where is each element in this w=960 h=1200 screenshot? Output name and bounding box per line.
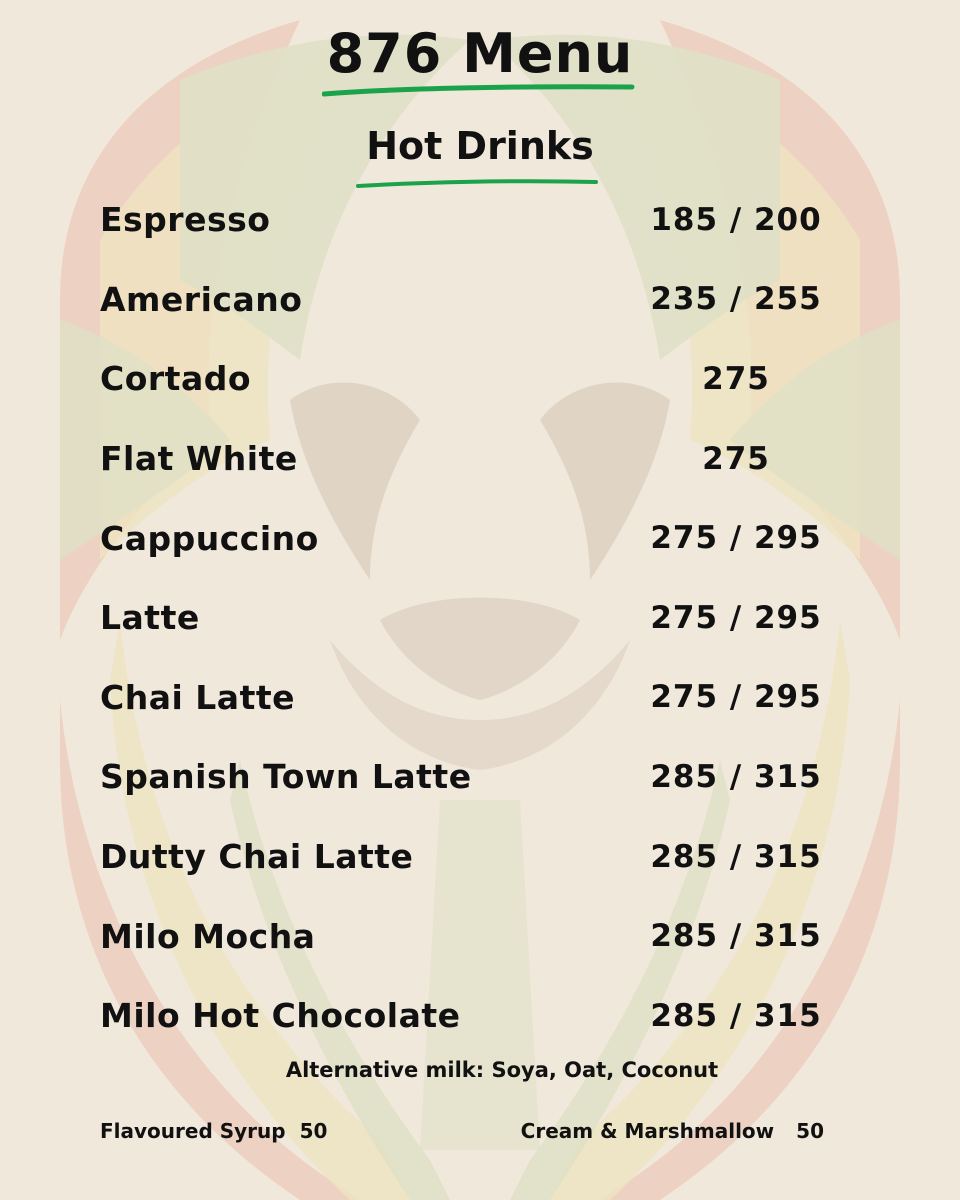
menu-item	[100, 976, 824, 1056]
extras-footer	[100, 1119, 824, 1149]
menu-item-price: 275 / 295	[650, 520, 822, 557]
alternative-milk-note: Alternative milk: Soya, Oat, Coconut	[285, 1058, 719, 1082]
menu-item-name: Espresso	[100, 200, 271, 240]
menu-item	[100, 578, 824, 658]
menu-item-name: Chai Latte	[100, 677, 296, 717]
section-title: Hot Drinks	[366, 124, 594, 168]
extra-price: 50	[299, 1119, 328, 1143]
menu-items-list	[100, 180, 824, 1056]
menu-item-price: 285 / 315	[650, 758, 822, 795]
menu-item	[100, 180, 824, 260]
menu-item	[100, 498, 824, 578]
menu-item	[100, 339, 824, 419]
menu-item-price: 235 / 255	[650, 281, 822, 318]
menu-item-name: Flat White	[100, 439, 298, 479]
extra-label: Flavoured Syrup	[100, 1119, 286, 1143]
extra-flavoured-syrup	[100, 1119, 327, 1143]
menu-item	[100, 737, 824, 817]
menu-item	[100, 896, 824, 976]
extra-price: 50	[796, 1119, 824, 1143]
menu-item-price: 275 / 295	[650, 599, 822, 636]
menu-item-name: Milo Mocha	[100, 916, 316, 956]
menu-item-price: 185 / 200	[650, 201, 822, 238]
menu-item-name: Latte	[100, 598, 200, 638]
menu-title: 876 Menu	[326, 22, 634, 85]
menu-item	[100, 658, 824, 738]
menu-item-name: Americano	[100, 279, 303, 319]
menu-item	[100, 817, 824, 897]
menu-item	[100, 260, 824, 340]
extra-cream-marshmallow	[521, 1119, 824, 1143]
menu-item-name: Milo Hot Chocolate	[100, 996, 461, 1036]
menu-item-name: Cortado	[100, 359, 252, 399]
menu-item	[100, 419, 824, 499]
menu-item-price: 275	[702, 360, 770, 397]
title-underline	[322, 84, 642, 98]
menu-item-price: 285 / 315	[650, 838, 822, 875]
menu-item-price: 275 / 295	[650, 679, 822, 716]
menu-item-name: Cappuccino	[100, 518, 319, 558]
menu-item-name: Dutty Chai Latte	[100, 837, 414, 877]
menu-item-price: 275	[702, 440, 770, 477]
extra-label: Cream & Marshmallow	[520, 1119, 775, 1143]
menu-item-price: 285 / 315	[650, 997, 822, 1034]
menu-item-price: 285 / 315	[650, 918, 822, 955]
menu-item-name: Spanish Town Latte	[100, 757, 472, 797]
